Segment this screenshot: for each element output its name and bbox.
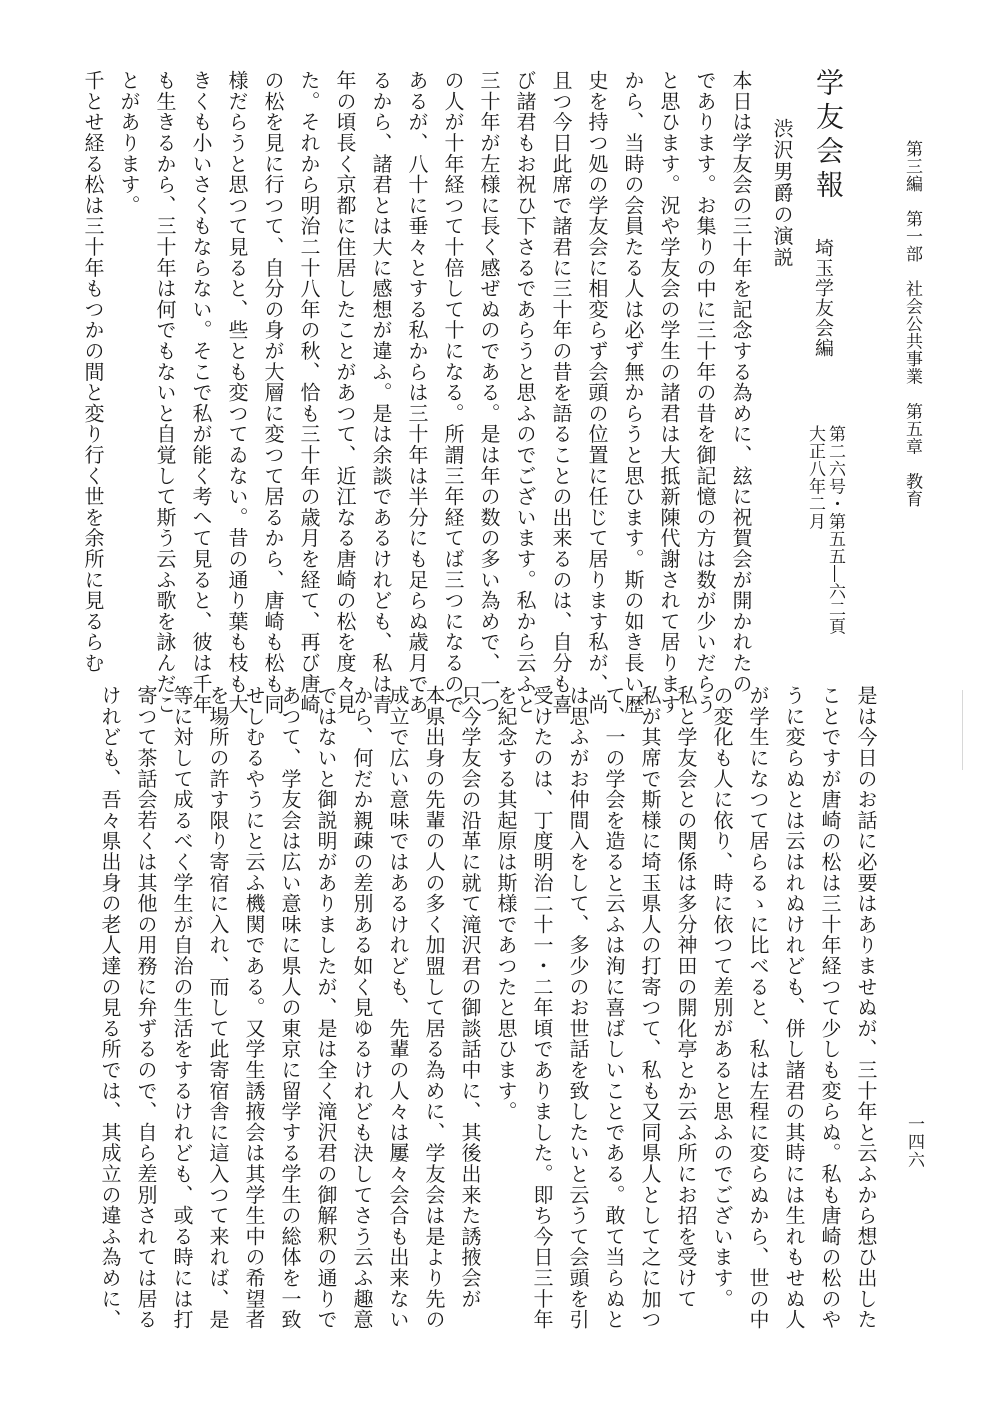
text-column: を紀念する其起原は斯様であつたと思ひます。 <box>494 685 518 1122</box>
text-column: も生きるから、三十年は何でもないと自覚して斯う云ふ歌を詠んだこ <box>153 70 177 715</box>
text-column: るから、諸君とは大に感想が違ふ。是は余談であるけれども、私は青 <box>369 70 393 715</box>
scan-mark <box>962 690 963 770</box>
issue-info: 第二六号・第五五―六二頁 <box>825 425 845 635</box>
text-column: は思ふがお仲間入をして、多少のお世話を致したいと云うて会頭を引 <box>566 685 590 1330</box>
text-column: 成立で広い意味ではあるけれども、先輩の人々は屢々会合も出来ない <box>386 685 410 1330</box>
text-column: 私と学友会との関係は多分神田の開化亭とか云ふ所にお招を受けて <box>674 685 698 1309</box>
text-column: 本県出身の先輩の人の多く加盟して居る為めに、学友会は是より先の <box>422 685 446 1330</box>
text-column: び諸君もお祝ひ下さるであらうと思ふのでございます。私から云ふと <box>513 70 537 715</box>
text-column: 只今学友会の沿革に就て滝沢君の御談話中に、其後出来た誘掖会が <box>458 685 482 1309</box>
text-column: ことですが唐崎の松は三十年経つて少しも変らぬ。私も唐崎の松のや <box>818 685 842 1330</box>
text-column: とがあります。 <box>117 70 141 216</box>
text-column: 三十年が左様に長く感ぜぬのである。是は年の数の多い為めで、一つ <box>477 70 501 715</box>
text-column: て、一の学会を造ると云ふは洵に喜ばしいことである。敢て当らぬと <box>602 685 626 1330</box>
section-title: 渋沢男爵の演説 <box>770 118 794 269</box>
text-column: 私が其席で斯様に埼玉県人の打寄つて、私も又同県人として之に加つ <box>638 685 662 1330</box>
text-column: と思ひます。況や学友会の学生の諸君は大抵新陳代謝されて居ります <box>657 70 681 715</box>
text-column: あつて、学友会は広い意味に県人の東京に留学する学生の総体を一致 <box>278 685 302 1330</box>
journal-title: 学友会報 <box>812 68 845 204</box>
text-column: せしむるやうにと云ふ機関である。又学生誘掖会は其学生中の希望者 <box>242 685 266 1330</box>
text-column: を場所の許す限り寄宿に入れ、而して此寄宿舎に這入つて来れば、是 <box>206 685 230 1330</box>
text-column: であります。お集りの中に三十年の昔を御記憶の方は数が少いだらう <box>693 70 717 715</box>
text-column: から、何だか親疎の差別ある如く見ゆるけれども決してさう云ふ趣意 <box>350 685 374 1330</box>
publisher-name: 埼玉学友会編 <box>812 238 834 358</box>
text-column: が学生になつて居らるゝに比べると、私は左程に変らぬから、世の中 <box>746 685 770 1330</box>
text-column: きくも小いさくもならない。そこで私が能く考へて見ると、彼は千年 <box>189 70 213 715</box>
text-column: 受けたのは、丁度明治二十一・二年頃でありました。即ち今日三十年 <box>530 685 554 1330</box>
text-column: 等に対して成るべく学生が自治の生活をするけれども、或る時には打 <box>170 685 194 1330</box>
text-column: けれども、吾々県出身の老人達の見る所では、其成立の違ふ為めに、 <box>98 685 122 1330</box>
page-number: 一四六 <box>904 1115 924 1169</box>
text-column: うに変らぬとは云はれぬけれども、併し諸君の其時には生れもせぬ人 <box>782 685 806 1330</box>
text-column: から、当時の会員たる人は必ず無からうと思ひます。斯の如き長い歴 <box>621 70 645 715</box>
text-column: 是は今日のお話に必要はありませぬが、三十年と云ふから想ひ出した <box>854 685 878 1330</box>
text-column: 年の頃長く京都に住居したことがあつて、近江なる唐崎の松を度々見 <box>333 70 357 715</box>
text-column: あるが、八十に垂々とする私からは三十年は半分にも足らぬ歳月であ <box>405 70 429 715</box>
issue-date: 大正八年二月 <box>805 425 825 530</box>
text-column: た。それから明治二十八年の秋、恰も三十年の歳月を経て、再び唐崎 <box>297 70 321 715</box>
text-column: 且つ今日此席で諸君に三十年の昔を語ることの出来るのは、自分も喜 <box>549 70 573 715</box>
text-column: ではないと御説明がありましたが、是は全く滝沢君の御解釈の通りで <box>314 685 338 1330</box>
text-column: 本日は学友会の三十年を記念する為めに、玆に祝賀会が開かれたの <box>729 70 753 694</box>
text-column: の人が十年経つて十倍して十になる。所謂三年経てば三つになるので <box>441 70 465 715</box>
text-column: 様だらうと思つて見ると、些とも変つてゐない。昔の通り葉も枝も大 <box>225 70 249 715</box>
text-column: 史を持つ処の学友会に相変らず会頭の位置に任じて居ります私が、尚 <box>585 70 609 715</box>
text-column: の松を見に行つて、自分の身が大層に変つて居るから、唐崎も松も同 <box>261 70 285 715</box>
text-column: 寄つて茶話会若くは其他の用務に弁ずるので、自ら差別されては居る <box>134 685 158 1330</box>
text-column: の変化も人に依り、時に依つて差別があると思ふのでございます。 <box>710 685 734 1309</box>
running-head: 第三編 第一部 社会公共事業 第五章 教育 <box>902 140 922 508</box>
text-column: 千とせ経る松は三十年もつかの間と変り行く世を余所に見るらむ <box>81 70 105 674</box>
